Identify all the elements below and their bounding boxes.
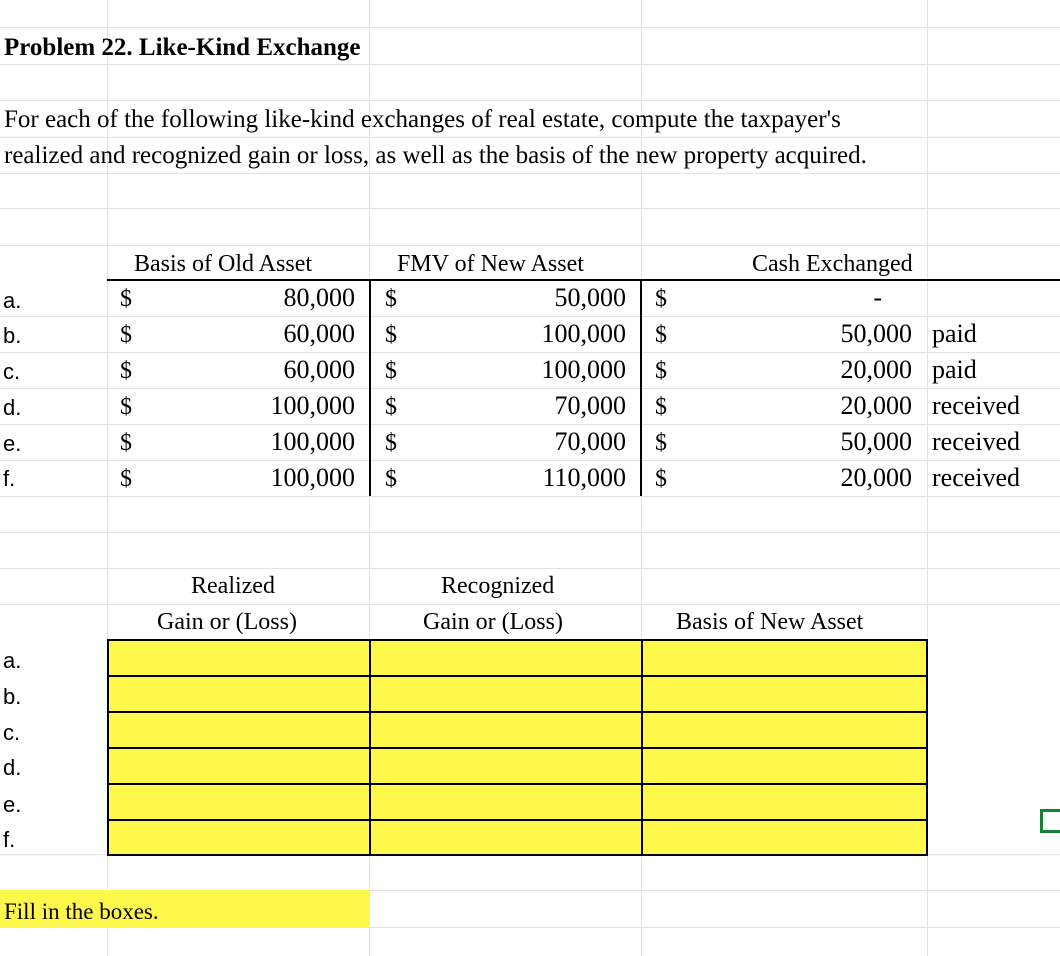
grid-row-line <box>0 316 1060 317</box>
instructions-line-1: For each of the following like-kind exchanges of real estate, compute the taxpayer's <box>4 106 841 133</box>
grid-row-line <box>0 568 1060 569</box>
basis-old-value[interactable]: 100,000 <box>270 427 355 456</box>
recognized-gain-input-e[interactable] <box>369 783 643 821</box>
grid-row-line <box>0 173 1060 174</box>
cash-direction: received <box>932 463 1021 492</box>
cash-exchanged-value[interactable]: 20,000 <box>840 355 912 384</box>
header-underline <box>107 279 1060 281</box>
grid-row-line <box>0 100 1060 101</box>
cash-direction: paid <box>932 319 977 348</box>
basis-new-asset-input-c[interactable] <box>641 711 928 749</box>
fill-in-note-text: Fill in the boxes. <box>4 899 159 924</box>
basis-new-asset-input-a[interactable] <box>641 639 928 677</box>
cash-exchanged-value[interactable]: 50,000 <box>840 427 912 456</box>
cash-exchanged-value[interactable]: - <box>873 283 882 312</box>
recognized-gain-input-f[interactable] <box>369 819 643 856</box>
grid-row-line <box>0 388 1060 389</box>
dollar-sign: $ <box>655 322 667 348</box>
row-label: f. <box>3 466 16 491</box>
grid-row-line <box>0 64 1060 65</box>
header-basis-new-asset: Basis of New Asset <box>676 609 864 635</box>
realized-gain-input-d[interactable] <box>107 747 371 785</box>
fill-in-note-cell[interactable] <box>0 890 370 927</box>
dollar-sign: $ <box>385 286 397 312</box>
row-label: d. <box>3 395 22 420</box>
dollar-sign: $ <box>385 322 397 348</box>
grid-row-line <box>0 927 1060 928</box>
grid-row-line <box>0 245 1060 246</box>
grid-row-line <box>0 208 1060 209</box>
fmv-new-value[interactable]: 70,000 <box>554 391 626 420</box>
basis-old-value[interactable]: 80,000 <box>283 283 355 312</box>
row-label: d. <box>3 755 22 780</box>
row-label: b. <box>3 684 22 709</box>
grid-row-line <box>0 424 1060 425</box>
dollar-sign: $ <box>120 358 132 384</box>
dollar-sign: $ <box>120 430 132 456</box>
dollar-sign: $ <box>655 430 667 456</box>
cash-direction: received <box>932 391 1021 420</box>
dollar-sign: $ <box>655 358 667 384</box>
column-separator <box>369 281 371 496</box>
grid-row-line <box>0 352 1060 353</box>
row-label: e. <box>3 431 22 456</box>
realized-gain-input-b[interactable] <box>107 675 371 713</box>
grid-row-line <box>0 27 1060 28</box>
dollar-sign: $ <box>655 286 667 312</box>
dollar-sign: $ <box>385 358 397 384</box>
recognized-gain-input-d[interactable] <box>369 747 643 785</box>
dollar-sign: $ <box>655 394 667 420</box>
row-label: c. <box>3 720 21 745</box>
recognized-gain-input-c[interactable] <box>369 711 643 749</box>
header-fmv-new-asset: FMV of New Asset <box>397 251 584 277</box>
grid-row-line <box>0 532 1060 533</box>
basis-new-asset-input-d[interactable] <box>641 747 928 785</box>
cash-exchanged-value[interactable]: 20,000 <box>840 391 912 420</box>
selected-cell-indicator[interactable] <box>1040 809 1060 833</box>
row-label: f. <box>3 827 16 852</box>
fmv-new-value[interactable]: 100,000 <box>541 319 626 348</box>
fmv-new-value[interactable]: 50,000 <box>554 283 626 312</box>
header-cash-exchanged: Cash Exchanged <box>752 251 913 277</box>
basis-old-value[interactable]: 100,000 <box>270 391 355 420</box>
basis-old-value[interactable]: 100,000 <box>270 463 355 492</box>
realized-gain-input-c[interactable] <box>107 711 371 749</box>
fmv-new-value[interactable]: 110,000 <box>542 463 626 492</box>
grid-row-line <box>0 137 1060 138</box>
grid-row-line <box>0 460 1060 461</box>
fmv-new-value[interactable]: 100,000 <box>541 355 626 384</box>
dollar-sign: $ <box>120 322 132 348</box>
realized-gain-input-f[interactable] <box>107 819 371 856</box>
problem-title: Problem 22. Like-Kind Exchange <box>4 34 361 61</box>
dollar-sign: $ <box>120 394 132 420</box>
basis-old-value[interactable]: 60,000 <box>283 319 355 348</box>
row-label: e. <box>3 792 22 817</box>
row-label: c. <box>3 359 21 384</box>
basis-new-asset-input-e[interactable] <box>641 783 928 821</box>
dollar-sign: $ <box>385 430 397 456</box>
row-label: a. <box>3 648 22 673</box>
recognized-gain-input-b[interactable] <box>369 675 643 713</box>
header-recognized-line-2: Gain or (Loss) <box>423 609 563 635</box>
basis-old-value[interactable]: 60,000 <box>283 355 355 384</box>
header-realized-line-2: Gain or (Loss) <box>157 609 297 635</box>
recognized-gain-input-a[interactable] <box>369 639 643 677</box>
dollar-sign: $ <box>120 286 132 312</box>
realized-gain-input-a[interactable] <box>107 639 371 677</box>
fmv-new-value[interactable]: 70,000 <box>554 427 626 456</box>
header-basis-old-asset: Basis of Old Asset <box>134 251 313 277</box>
dollar-sign: $ <box>385 394 397 420</box>
cash-exchanged-value[interactable]: 20,000 <box>840 463 912 492</box>
grid-row-line <box>0 496 1060 497</box>
basis-new-asset-input-b[interactable] <box>641 675 928 713</box>
column-separator <box>640 281 642 496</box>
row-label: a. <box>3 288 22 313</box>
cash-exchanged-value[interactable]: 50,000 <box>840 319 912 348</box>
grid-row-line <box>0 604 1060 605</box>
header-realized-line-1: Realized <box>191 573 275 599</box>
instructions-line-2: realized and recognized gain or loss, as well as the basis of the new property acquired. <box>4 142 867 169</box>
basis-new-asset-input-f[interactable] <box>641 819 928 856</box>
cash-direction: received <box>932 427 1021 456</box>
dollar-sign: $ <box>385 466 397 492</box>
dollar-sign: $ <box>120 466 132 492</box>
dollar-sign: $ <box>655 466 667 492</box>
header-recognized-line-1: Recognized <box>441 573 555 599</box>
cash-direction: paid <box>932 355 977 384</box>
row-label: b. <box>3 323 22 348</box>
realized-gain-input-e[interactable] <box>107 783 371 821</box>
